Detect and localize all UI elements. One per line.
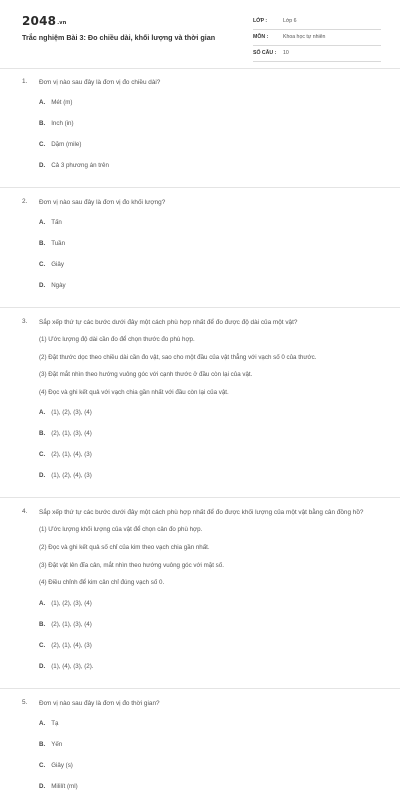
option-letter: B. [39, 430, 46, 438]
answer-option[interactable] [39, 663, 211, 684]
option-text: Tuần [51, 240, 66, 247]
option-letter: D. [39, 162, 46, 169]
option-letter: B. [39, 240, 46, 247]
question-divider [0, 187, 400, 188]
option-letter: D. [39, 662, 46, 670]
option-text: (2), (1), (4), (3) [51, 451, 92, 459]
option-letter: A. [39, 719, 46, 727]
site-logo[interactable] [22, 14, 67, 28]
answer-option[interactable] [39, 430, 211, 451]
meta-key: LỚP : [253, 18, 268, 24]
option-text: (2), (1), (3), (4) [51, 430, 92, 438]
option-text: (1), (4), (3), (2). [51, 662, 94, 670]
option-letter: A. [39, 219, 46, 226]
question-number: 2. [22, 198, 28, 205]
option-letter: C. [39, 641, 46, 649]
meta-row-class [253, 14, 381, 30]
question-statement: (2) Đặt thước dọc theo chiều dài cần đo vật, sao cho một đầu của vật thẳng với vạch số 0 của thước. [39, 353, 317, 361]
question-2 [0, 198, 400, 303]
option-text: (1), (2), (3), (4) [51, 409, 92, 417]
answer-options [39, 99, 376, 183]
question-text: Đơn vị nào sau đây là đơn vị đo khối lượng? [39, 199, 166, 206]
meta-value: Lớp 6 [283, 18, 297, 24]
page-header [0, 0, 400, 66]
answer-option[interactable] [39, 600, 211, 621]
answer-option[interactable] [39, 762, 211, 783]
question-number: 3. [22, 318, 28, 325]
answer-option[interactable] [39, 451, 211, 472]
answer-option[interactable] [39, 642, 211, 663]
question-statement: (2) Đọc và ghi kết quả số chỉ của kim theo vạch chia gần nhất. [39, 543, 210, 551]
answer-options [39, 720, 376, 804]
question-divider [0, 307, 400, 308]
answer-option[interactable] [39, 783, 211, 804]
option-text: Tấn [51, 219, 62, 226]
option-text: (1), (2), (3), (4) [51, 599, 92, 607]
question-text: Đơn vị nào sau đây là đơn vị đo thời gian? [39, 699, 160, 707]
question-3 [0, 318, 400, 493]
option-text: Inch (in) [51, 120, 74, 127]
question-1 [0, 78, 400, 183]
option-text: Yến [51, 740, 63, 748]
question-5 [0, 699, 400, 804]
answer-option[interactable] [39, 720, 211, 741]
question-number: 5. [22, 698, 28, 706]
option-text: Cả 3 phương án trên [51, 162, 109, 169]
answer-options [39, 409, 376, 493]
answer-option[interactable] [39, 741, 211, 762]
option-letter: D. [39, 472, 46, 480]
option-letter: C. [39, 761, 46, 769]
option-text: (1), (2), (4), (3) [51, 472, 92, 480]
question-4 [0, 508, 400, 683]
meta-key: SỐ CÂU : [253, 50, 277, 56]
option-letter: C. [39, 141, 46, 148]
quiz-meta [253, 14, 381, 62]
question-divider [0, 688, 400, 689]
option-letter: B. [39, 120, 46, 127]
answer-option[interactable] [39, 219, 211, 240]
option-text: (2), (1), (4), (3) [51, 641, 92, 649]
option-text: Dặm (mile) [51, 141, 82, 148]
question-number: 1. [22, 78, 28, 85]
meta-value: Khoa học tự nhiên [283, 34, 326, 40]
question-text: Sắp xếp thứ tự các bước dưới đây một cách phù hợp nhất để đo được độ dài của một vật? [39, 319, 298, 326]
answer-option[interactable] [39, 141, 211, 162]
answer-option[interactable] [39, 162, 211, 183]
option-letter: A. [39, 99, 46, 106]
question-list [0, 78, 400, 804]
option-letter: C. [39, 261, 46, 268]
option-letter: B. [39, 740, 46, 748]
question-statement: (3) Đặt vật lên đĩa cân, mắt nhìn theo hướng vuông góc với mặt số. [39, 561, 224, 569]
answer-option[interactable] [39, 409, 211, 430]
meta-value: 10 [283, 50, 289, 56]
question-text: Sắp xếp thứ tự các bước dưới đây một cách phù hợp nhất để đo được khối lượng của một vật bằng cân đồng hồ? [39, 509, 364, 517]
option-text: Giây (s) [51, 761, 73, 769]
question-statement: (1) Ước lượng độ dài cần đo để chọn thước đo phù hợp. [39, 336, 195, 343]
answer-option[interactable] [39, 621, 211, 642]
question-statement: (3) Đặt mắt nhìn theo hướng vuông góc với cạnh thước ở đầu còn lại của vật. [39, 371, 253, 379]
answer-options [39, 600, 376, 684]
logo-suffix: .vn [57, 20, 67, 26]
answer-option[interactable] [39, 472, 211, 493]
meta-key: MÔN : [253, 34, 269, 40]
question-text: Đơn vị nào sau đây là đơn vị đo chiều dài? [39, 79, 161, 86]
option-letter: B. [39, 620, 46, 628]
option-text: Tạ [51, 719, 59, 727]
option-text: Mét (m) [51, 99, 73, 106]
question-statement: (4) Đọc và ghi kết quả với vạch chia gần nhất với đầu còn lại của vật. [39, 388, 229, 396]
question-number: 4. [22, 508, 28, 516]
answer-option[interactable] [39, 99, 211, 120]
option-letter: D. [39, 782, 46, 790]
option-text: Mililít (ml) [51, 782, 78, 790]
option-text: (2), (1), (3), (4) [51, 620, 92, 628]
option-text: Giây [51, 261, 64, 268]
question-statement: (4) Điều chỉnh để kim cân chỉ đúng vạch số 0. [39, 579, 165, 587]
logo-text: 2048 [22, 14, 57, 28]
option-letter: D. [39, 282, 46, 289]
option-letter: C. [39, 451, 46, 459]
page-title: Trắc nghiệm Bài 3: Đo chiều dài, khối lượng và thời gian [22, 33, 216, 42]
option-letter: A. [39, 599, 46, 607]
meta-row-subject [253, 30, 381, 46]
answer-option[interactable] [39, 282, 211, 303]
answer-option[interactable] [39, 120, 211, 141]
header-divider [0, 68, 400, 69]
answer-options [39, 219, 376, 303]
answer-option[interactable] [39, 240, 211, 261]
option-text: Ngày [51, 282, 66, 289]
question-statement: (1) Ước lượng khối lượng của vật để chọn cân đo phù hợp. [39, 526, 203, 534]
option-letter: A. [39, 409, 46, 417]
meta-row-count [253, 46, 381, 62]
question-divider [0, 497, 400, 498]
answer-option[interactable] [39, 261, 211, 282]
